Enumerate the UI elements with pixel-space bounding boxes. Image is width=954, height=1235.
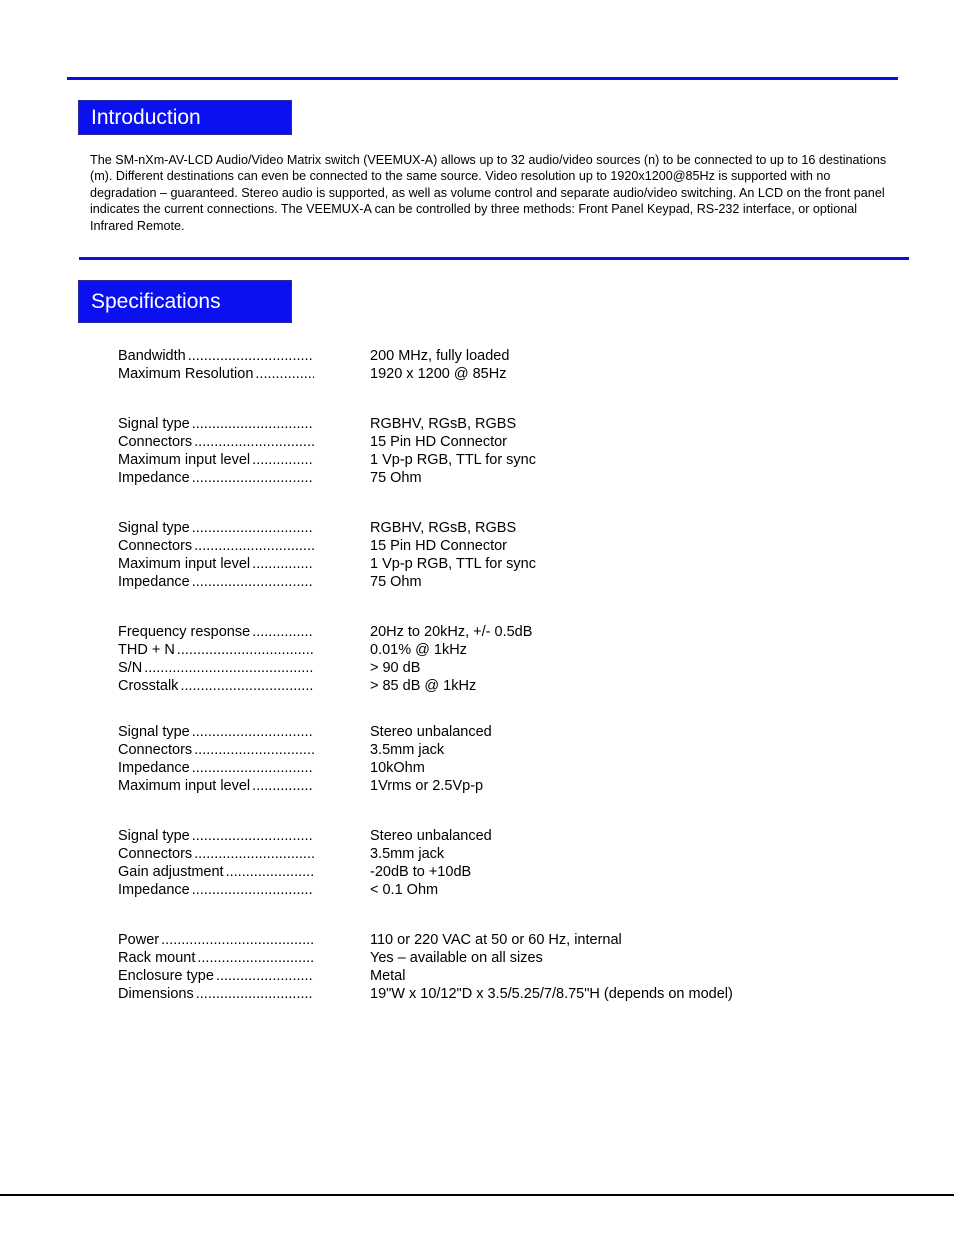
spec-row [118,827,818,845]
spec-label: Enclosure type [118,968,214,984]
introduction-heading [78,100,292,135]
spec-label: Maximum input level [118,556,251,572]
spec-label: Signal type [118,724,190,740]
leader-dots [142,659,314,677]
spec-value: RGBHV, RGsB, RGBS [370,520,517,536]
spec-label: Connectors [118,538,193,554]
spec-label: Power [118,932,160,948]
spec-label: Connectors [118,742,193,758]
leader-dots [214,967,314,985]
spec-value: 3.5mm jack [370,846,445,862]
leader-dots [190,827,314,845]
spec-row [118,415,818,433]
leader-dots [190,723,314,741]
spec-value: 110 or 220 VAC at 50 or 60 Hz, internal [370,932,622,948]
leader-dots [159,931,314,949]
footer-divider [0,1194,954,1196]
leader-dots [224,863,314,881]
spec-group-audio-output [118,827,818,899]
introduction-paragraph: The SM-nXm-AV-LCD Audio/Video Matrix switch (VEEMUX-A) allows up to 32 audio/video sources (n) to be connected to up to 16 destinations (m). Different destinations can even be connected to the same source. Video resolution up to 1920x1200@85Hz is supported with no degradation – guaranteed. Stereo audio is supported, as well as volume control and separate audio/video switching. An LCD on the front panel indicates the current connections. The VEEMUX-A can be controlled by three methods: Front Panel Keypad, RS-232 interface, or optional Infrared Remote. [90,153,887,233]
spec-value: > 85 dB @ 1kHz [370,678,477,694]
spec-label: Rack mount [118,950,196,966]
leader-dots [194,985,314,1003]
spec-value: 1920 x 1200 @ 85Hz [370,366,507,382]
spec-label: Signal type [118,828,190,844]
leader-dots [190,881,314,899]
leader-dots [253,365,314,383]
spec-row [118,723,818,741]
spec-group-audio-performance [118,623,818,695]
spec-row [118,845,818,863]
spec-row [118,741,818,759]
spec-group-video-input [118,415,818,487]
spec-label: Maximum Resolution [118,366,254,382]
spec-value: Metal [370,968,406,984]
leader-dots [192,537,314,555]
spec-label: Impedance [118,882,190,898]
spec-row [118,967,818,985]
leader-dots [192,433,314,451]
spec-group-audio-input [118,723,818,795]
leader-dots [190,469,314,487]
spec-value: Stereo unbalanced [370,828,492,844]
leader-dots [175,641,314,659]
spec-row [118,537,818,555]
spec-row [118,777,818,795]
spec-row [118,519,818,537]
leader-dots [195,949,314,967]
specifications-heading-label: Specifications [91,289,221,313]
spec-row [118,759,818,777]
spec-label: Maximum input level [118,778,251,794]
spec-value: 15 Pin HD Connector [370,538,508,554]
spec-label: S/N [118,660,143,676]
spec-label: Signal type [118,520,190,536]
spec-value: > 90 dB [370,660,421,676]
spec-value: Stereo unbalanced [370,724,492,740]
spec-row [118,677,818,695]
spec-value: 75 Ohm [370,470,422,486]
spec-label: Connectors [118,434,193,450]
spec-row [118,469,818,487]
spec-value: 3.5mm jack [370,742,445,758]
leader-dots [186,347,314,365]
spec-row [118,659,818,677]
spec-label: Frequency response [118,624,251,640]
spec-row [118,451,818,469]
spec-label: Dimensions [118,986,194,1002]
spec-value: 10kOhm [370,760,425,776]
spec-label: THD + N [118,642,175,658]
spec-row [118,623,818,641]
section-divider [79,257,909,260]
spec-row [118,347,818,365]
spec-group-general [118,931,818,1003]
spec-value: 20Hz to 20kHz, +/- 0.5dB [370,624,533,640]
leader-dots [190,573,314,591]
spec-label: Bandwidth [118,348,186,364]
leader-dots [190,519,314,537]
spec-value: -20dB to +10dB [370,864,472,880]
spec-label: Impedance [118,574,190,590]
spec-row [118,863,818,881]
spec-row [118,881,818,899]
leader-dots [250,623,314,641]
spec-value: < 0.1 Ohm [370,882,439,898]
top-divider [67,77,898,80]
spec-value: 75 Ohm [370,574,422,590]
spec-label: Impedance [118,760,190,776]
leader-dots [192,845,314,863]
spec-group-video-performance [118,347,818,383]
introduction-heading-label: Introduction [91,105,201,129]
spec-label: Impedance [118,470,190,486]
spec-value: 1 Vp-p RGB, TTL for sync [370,452,536,468]
spec-label: Connectors [118,846,193,862]
spec-value: 1 Vp-p RGB, TTL for sync [370,556,536,572]
spec-value: 15 Pin HD Connector [370,434,508,450]
leader-dots [190,759,314,777]
spec-label: Crosstalk [118,678,179,694]
leader-dots [250,451,314,469]
spec-row [118,433,818,451]
spec-row [118,949,818,967]
spec-value: RGBHV, RGsB, RGBS [370,416,517,432]
spec-row [118,931,818,949]
spec-row [118,573,818,591]
spec-label: Signal type [118,416,190,432]
spec-label: Gain adjustment [118,864,224,880]
spec-value: 1Vrms or 2.5Vp-p [370,778,484,794]
leader-dots [250,777,314,795]
leader-dots [250,555,314,573]
leader-dots [178,677,314,695]
leader-dots [190,415,314,433]
spec-value: 200 MHz, fully loaded [370,348,510,364]
spec-group-video-output [118,519,818,591]
leader-dots [192,741,314,759]
spec-value: Yes – available on all sizes [370,950,543,966]
spec-row [118,365,818,383]
spec-row [118,985,818,1003]
spec-row [118,641,818,659]
spec-label: Maximum input level [118,452,251,468]
specifications-heading [78,280,292,323]
spec-value: 0.01% @ 1kHz [370,642,467,658]
spec-row [118,555,818,573]
spec-value: 19"W x 10/12"D x 3.5/5.25/7/8.75"H (depends on model) [370,986,733,1002]
